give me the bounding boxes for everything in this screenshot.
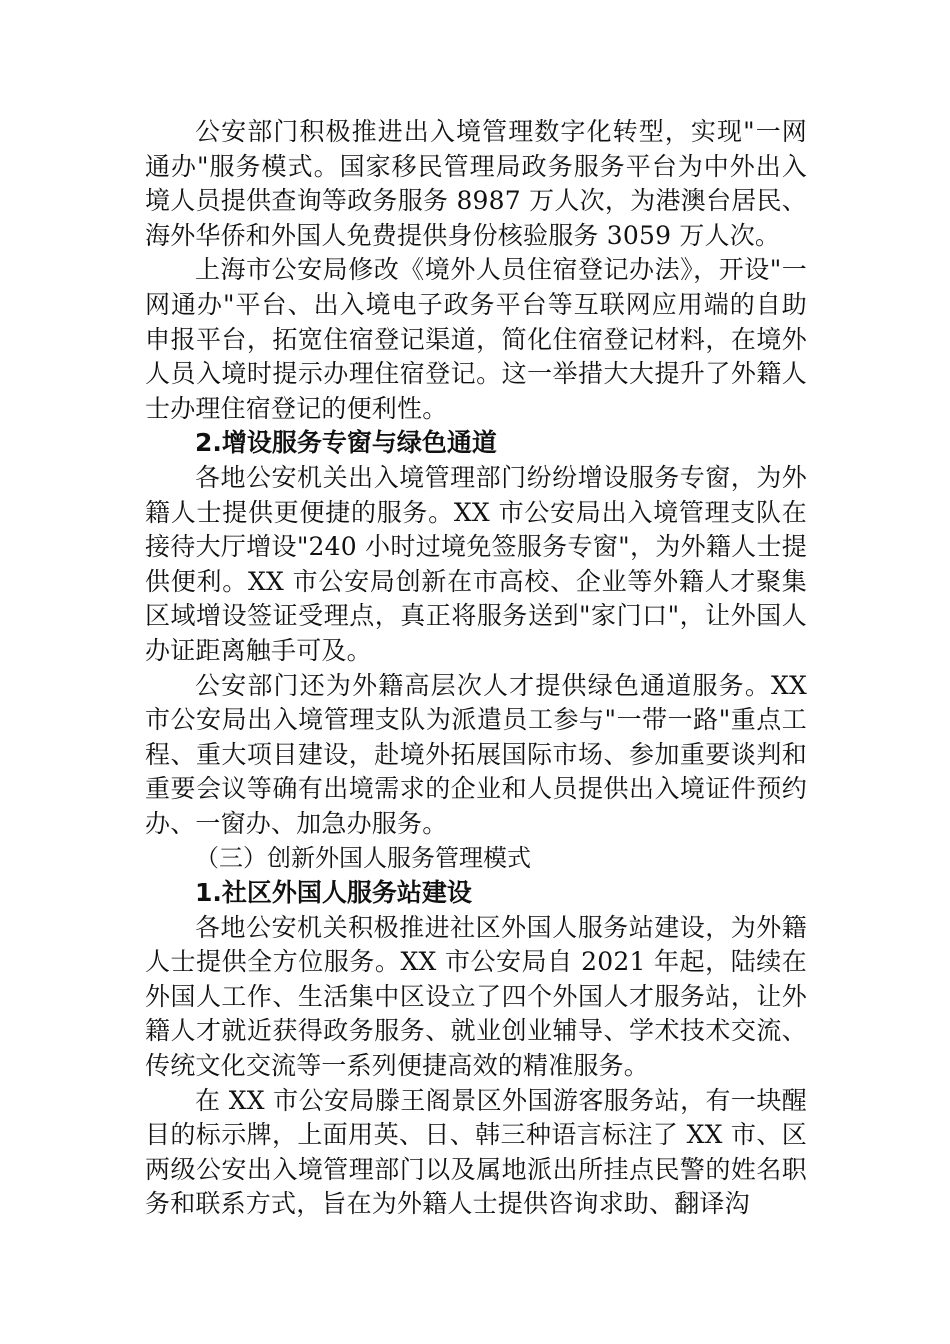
paragraph-service-windows: 各地公安机关出入境管理部门纷纷增设服务专窗，为外籍人士提供更便捷的服务。XX 市公安局出入境管理支队在接待大厅增设"240 小时过境免签服务专窗"，为外籍人士提供便利。XX 市公安局创新在市高校、企业等外籍人才聚集区域增设签证受理点，真正将服务送到"家门口"，让外国人办证距离触手可及。 (145, 462, 807, 665)
section-heading-community-stations: 1.社区外国人服务站建设 (195, 878, 472, 908)
section-heading-service-windows: 2.增设服务专窗与绿色通道 (195, 428, 497, 458)
document-page (145, 115, 807, 1222)
section-heading-innovation: （三）创新外国人服务管理模式 (195, 844, 531, 873)
paragraph-shanghai-registration: 上海市公安局修改《境外人员住宿登记办法》，开设"一网通办"平台、出入境电子政务平台等互联网应用端的自助申报平台，拓宽住宿登记渠道，简化住宿登记材料，在境外人员入境时提示办理住宿登记。这一举措大大提升了外籍人士办理住宿登记的便利性。 (145, 255, 807, 423)
paragraph-tengwang-pavilion: 在 XX 市公安局滕王阁景区外国游客服务站，有一块醒目的标示牌，上面用英、日、韩三种语言标注了 XX 市、区两级公安出入境管理部门以及属地派出所挂点民警的姓名职务和联系方式，旨在为外籍人士提供咨询求助、翻译沟 (145, 1085, 807, 1219)
paragraph-digital-transformation: 公安部门积极推进出入境管理数字化转型，实现"一网通办"服务模式。国家移民管理局政务服务平台为中外出入境人员提供查询等政务服务 8987 万人次，为港澳台居民、海外华侨和外国人免费提供身份核验服务 3059 万人次。 (145, 117, 807, 250)
paragraph-green-channel: 公安部门还为外籍高层次人才提供绿色通道服务。XX 市公安局出入境管理支队为派遣员工参与"一带一路"重点工程、重大项目建设，赴境外拓展国际市场、参加重要谈判和重要会议等确有出境需求的企业和人员提供出入境证件预约办、一窗办、加急办服务。 (145, 670, 807, 838)
paragraph-community-stations: 各地公安机关积极推进社区外国人服务站建设，为外籍人士提供全方位服务。XX 市公安局自 2021 年起，陆续在外国人工作、生活集中区设立了四个外国人才服务站，让外籍人才就近获得政务服务、就业创业辅导、学术技术交流、传统文化交流等一系列便捷高效的精准服务。 (145, 912, 807, 1081)
